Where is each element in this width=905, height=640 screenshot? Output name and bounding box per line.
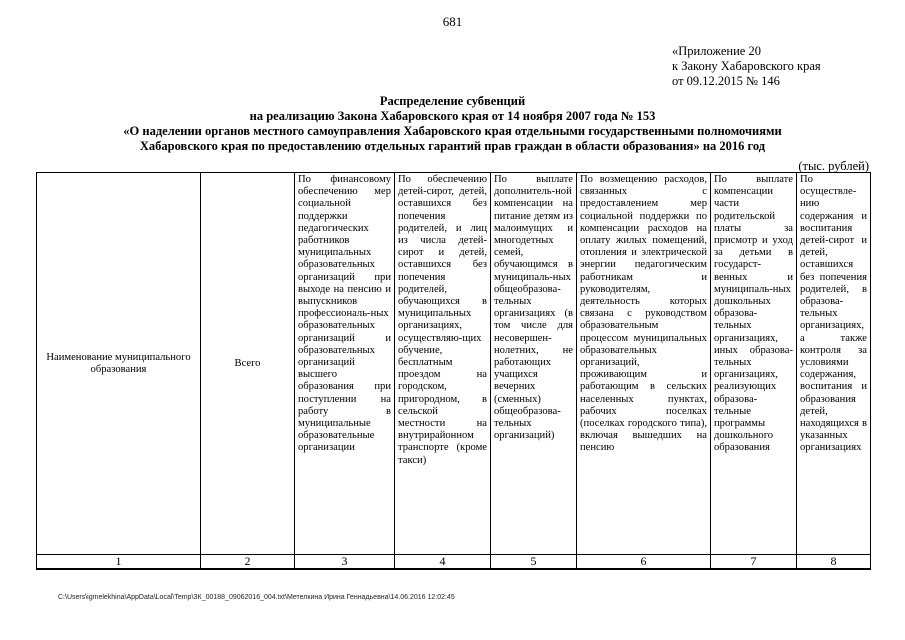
column-number-row xyxy=(37,555,871,570)
column-number: 2 xyxy=(201,555,295,570)
header-parental-fee: По выплате компенсации части родительской платы за присмотр и уход за детьми в государст-венных и муниципаль-ных дошкольных образова-тельных организациях, иных образова-тельных организациях, реализующих образова-тельные программы дошкольного образования xyxy=(711,173,797,555)
title-line: на реализацию Закона Хабаровского края от 14 ноября 2007 года № 153 xyxy=(249,109,656,123)
document-title xyxy=(40,94,865,154)
column-number: 3 xyxy=(295,555,395,570)
header-meal-compensation: По выплате дополнитель-ной компенсации на питание детям из малоимущих и многодетных семей, обучающимся в муниципаль-ных общеобразова-тельных организациях (в том числе для несовершен-нолетних, не работающих учащихся вечерних (сменных) общеобразова-тельных организаций) xyxy=(491,173,577,555)
subvention-table xyxy=(36,172,871,570)
units-label: (тыс. рублей) xyxy=(798,159,869,173)
page-number: 681 xyxy=(442,14,463,29)
header-orphan-transport: По обеспечению детей-сирот, детей, оставшихся без попечения родителей, и лиц из числа детей-сирот и детей, оставшихся без попечения родителей, обучающихся в муниципальных организациях, осуществляю-щих обучение, бесплатным проездом на городском, пригородном, в сельской местности на внутрирайонном транспорте (кроме такси) xyxy=(395,173,491,555)
title-line: «О наделении органов местного самоуправления Хабаровского края отдельными государственными полномочиями xyxy=(123,124,782,138)
header-row xyxy=(37,173,871,555)
file-path-footer: C:\Users\igmelekhina\AppData\Local\Temp\ЗК_00188_09062016_004.txt\Метелкина Ирина Геннадьевна\14.06.2016 12:02:45 xyxy=(58,594,455,601)
column-number: 4 xyxy=(395,555,491,570)
header-housing-compensation: По возмещению расходов, связанных с предоставлением мер социальной поддержки по компенсации расходов на оплату жилых помещений, отопления и электрической энергии педагогическим работникам и руководителям, деятельность которых связана с руководством образовательным процессом муниципальных образовательных организаций, проживающим и работающим в сельских населенных пунктах, рабочих поселках (поселках городского типа), включая вышедших на пенсию xyxy=(577,173,711,555)
header-orphan-maintenance: По осуществле-нию содержания и воспитания детей-сирот и детей, оставшихся без попечения родителей, в образова-тельных организациях, а также контроля за условиями содержания, воспитания и образования детей, находящихся в указанных организациях xyxy=(797,173,871,555)
header-total: Всего xyxy=(201,173,295,555)
column-number: 8 xyxy=(797,555,871,570)
column-number: 6 xyxy=(577,555,711,570)
column-number: 7 xyxy=(711,555,797,570)
appendix-line: «Приложение 20 xyxy=(672,44,761,58)
title-line: Распределение субвенций xyxy=(379,94,526,108)
appendix-line: к Закону Хабаровского края xyxy=(672,59,821,73)
appendix-line: от 09.12.2015 № 146 xyxy=(672,74,780,88)
column-number: 1 xyxy=(37,555,201,570)
title-line: Хабаровского края по предоставлению отдельных гарантий прав граждан в области образования» на 2016 год xyxy=(139,139,766,153)
column-number: 5 xyxy=(491,555,577,570)
header-municipality: Наименование муниципального образования xyxy=(37,173,201,555)
appendix-reference xyxy=(672,44,821,89)
header-teacher-support: По финансовому обеспечению мер социальной поддержки педагогических работников муниципальных образовательных организаций при выходе на пенсию и выпускников профессиональ-ных образовательных организаций и образовательных организаций высшего образования при поступлении на работу в муниципальные образовательные организации xyxy=(295,173,395,555)
